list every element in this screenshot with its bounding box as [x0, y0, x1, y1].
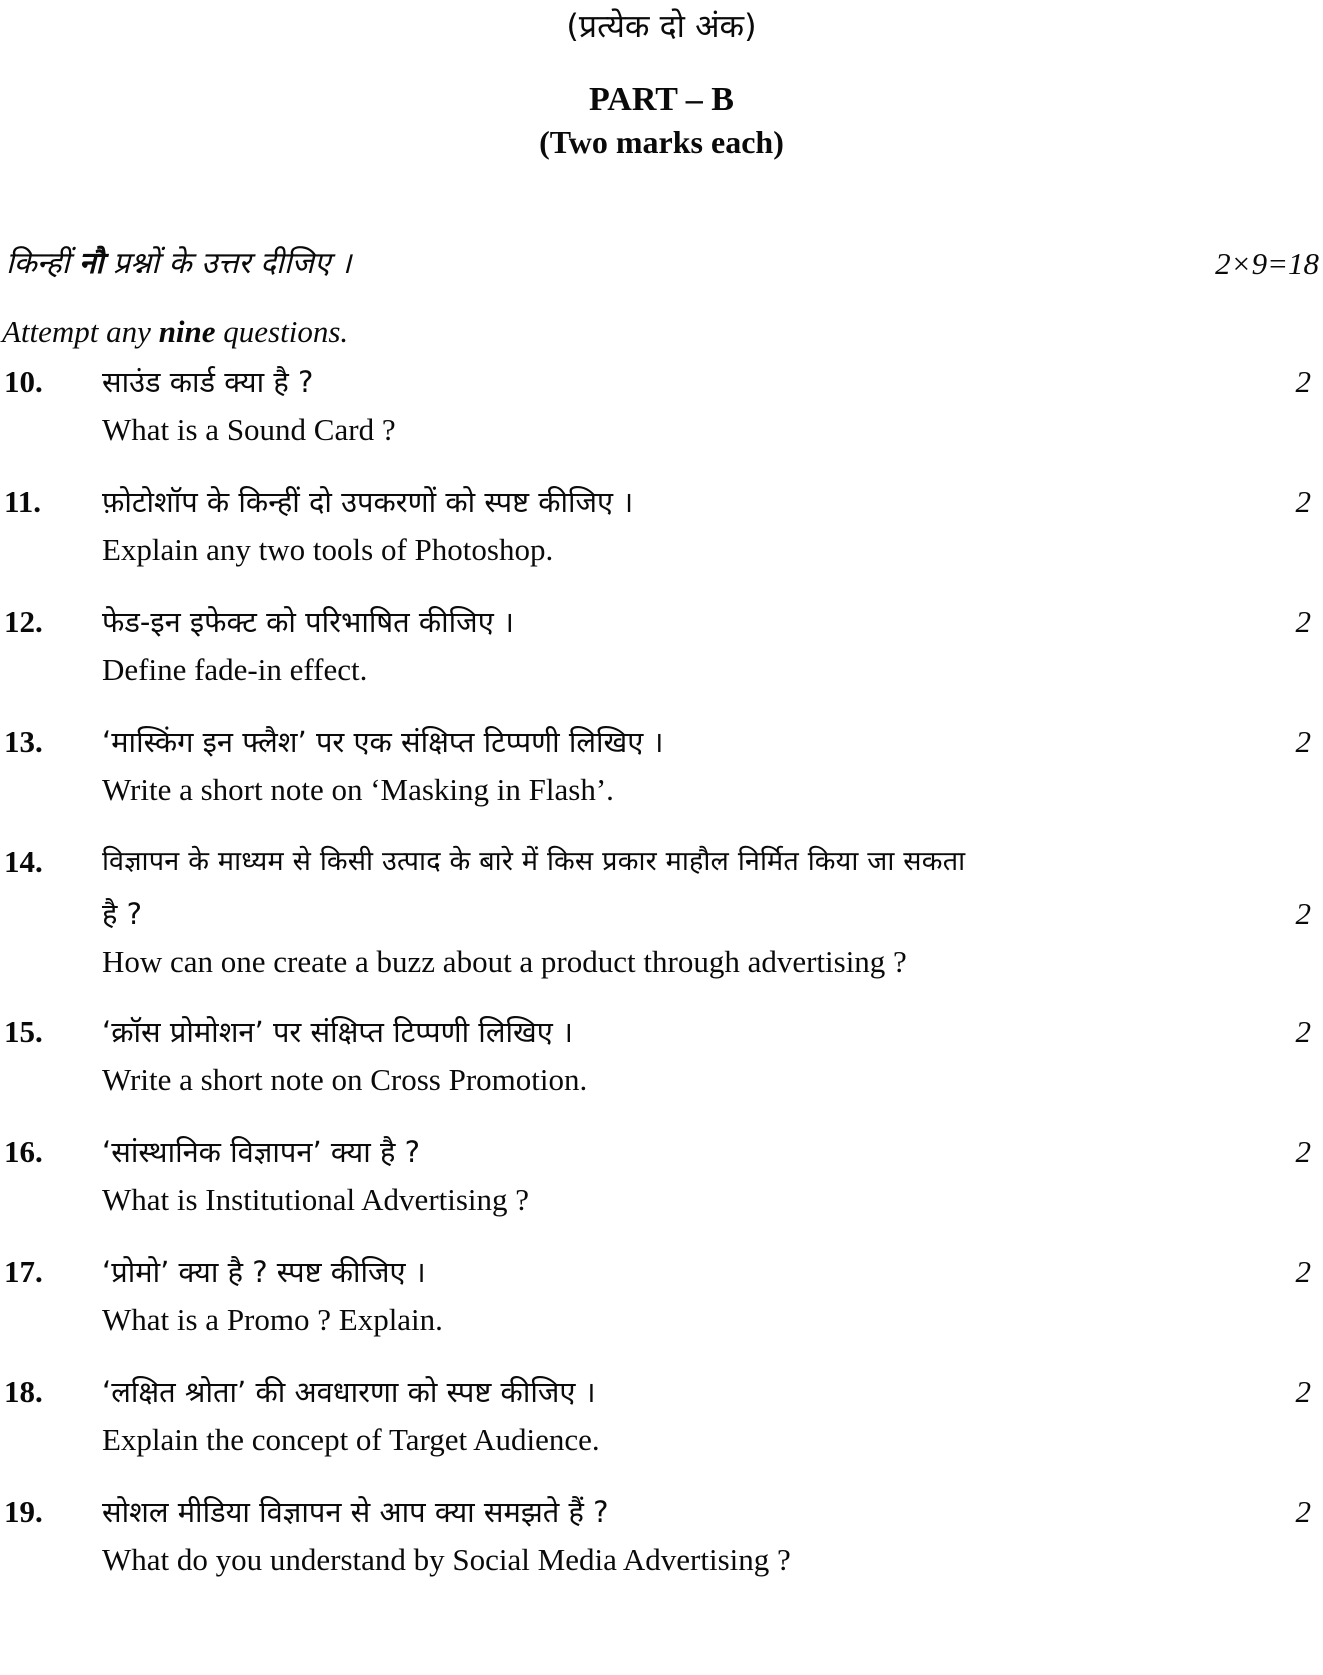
question-english: Define fade-in effect. [102, 652, 368, 687]
question-marks: 2 [1295, 1254, 1311, 1289]
question-marks: 2 [1295, 724, 1311, 759]
question-marks: 2 [1295, 604, 1311, 639]
question-number: 11. [4, 484, 42, 519]
question-english: How can one create a buzz about a product through advertising ? [102, 944, 907, 979]
question-english: Explain any two tools of Photoshop. [102, 532, 554, 567]
question-hindi: साउंड कार्ड क्या है ? [102, 365, 314, 399]
question-number: 10. [4, 364, 43, 399]
section-total-marks: 2×9=18 [1215, 246, 1319, 281]
part-heading: PART – B [589, 81, 734, 118]
question-marks: 2 [1295, 484, 1311, 519]
question-marks: 2 [1295, 1014, 1311, 1049]
hindi-instruction [6, 244, 351, 284]
english-instruction-post: questions. [215, 314, 349, 349]
question-hindi-continuation: है ? [102, 897, 143, 931]
question-english: Write a short note on ‘Masking in Flash’. [102, 772, 614, 807]
question-english: What is Institutional Advertising ? [102, 1182, 530, 1217]
hindi-instruction-post: प्रश्नों के उत्तर दीजिए । [103, 246, 352, 281]
question-number: 13. [4, 724, 43, 759]
question-hindi: ‘मास्किंग इन फ्लैश’ पर एक संक्षिप्त टिप्पणी लिखिए । [102, 725, 664, 759]
question-hindi: फेड-इन इफेक्ट को परिभाषित कीजिए । [102, 605, 514, 639]
question-english: Explain the concept of Target Audience. [102, 1422, 600, 1457]
question-number: 14. [4, 844, 43, 879]
question-hindi: विज्ञापन के माध्यम से किसी उत्पाद के बारे में किस प्रकार माहौल निर्मित किया जा सकता [102, 846, 966, 877]
hindi-instruction-pre: किन्हीं [6, 246, 80, 281]
question-number: 16. [4, 1134, 43, 1169]
question-marks: 2 [1295, 364, 1311, 399]
question-number: 15. [4, 1014, 43, 1049]
question-number: 12. [4, 604, 43, 639]
question-english: What do you understand by Social Media Advertising ? [102, 1542, 791, 1577]
question-number: 19. [4, 1494, 43, 1529]
question-marks: 2 [1295, 1134, 1311, 1169]
english-instruction [2, 312, 348, 352]
marks-subheading: (Two marks each) [539, 124, 784, 160]
question-hindi: फ़ोटोशॉप के किन्हीं दो उपकरणों को स्पष्ट कीजिए । [102, 485, 634, 519]
question-number: 17. [4, 1254, 43, 1289]
hindi-instruction-bold: नौ [79, 246, 104, 281]
question-english: What is a Sound Card ? [102, 412, 396, 447]
question-english: What is a Promo ? Explain. [102, 1302, 443, 1337]
question-english: Write a short note on Cross Promotion. [102, 1062, 588, 1097]
english-instruction-pre: Attempt any [2, 314, 159, 349]
question-hindi: ‘सांस्थानिक विज्ञापन’ क्या है ? [102, 1135, 420, 1169]
question-hindi: ‘क्रॉस प्रोमोशन’ पर संक्षिप्त टिप्पणी लिखिए । [102, 1015, 573, 1049]
question-marks: 2 [1295, 896, 1311, 931]
question-number: 18. [4, 1374, 43, 1409]
question-hindi: ‘लक्षित श्रोता’ की अवधारणा को स्पष्ट कीजिए । [102, 1375, 596, 1409]
question-marks: 2 [1295, 1374, 1311, 1409]
english-instruction-bold: nine [158, 314, 216, 349]
question-marks: 2 [1295, 1494, 1311, 1529]
hindi-section-marks-heading: (प्रत्येक दो अंक) [566, 7, 757, 45]
question-hindi: ‘प्रोमो’ क्या है ? स्पष्ट कीजिए । [102, 1255, 426, 1289]
question-hindi: सोशल मीडिया विज्ञापन से आप क्या समझते हैं ? [102, 1495, 609, 1529]
